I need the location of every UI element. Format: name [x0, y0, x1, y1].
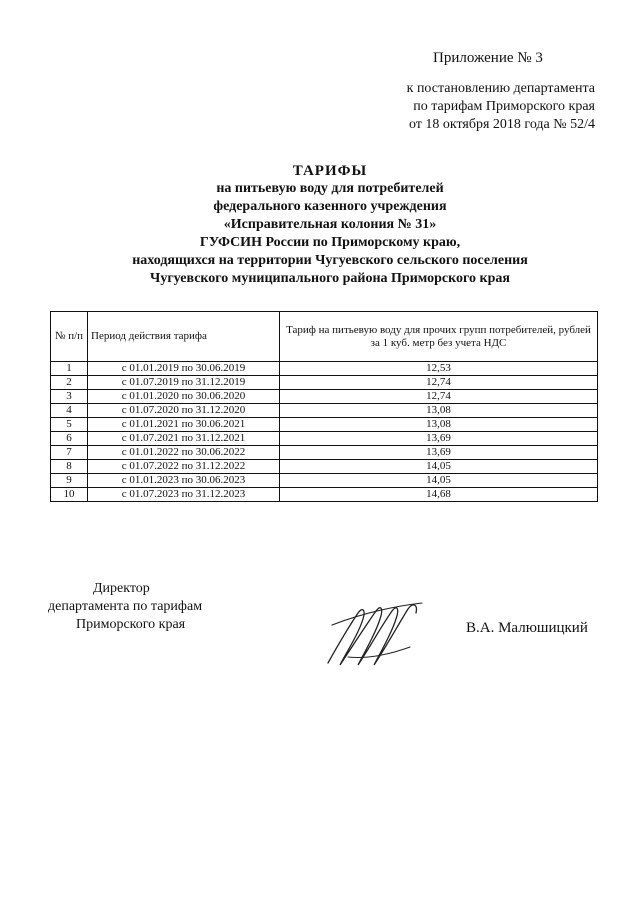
- row-period: с 01.01.2020 по 30.06.2020: [88, 390, 280, 404]
- row-period: с 01.01.2023 по 30.06.2023: [88, 474, 280, 488]
- table-row: [51, 460, 598, 474]
- document-title: [40, 162, 620, 288]
- table-row: [51, 418, 598, 432]
- row-period: с 01.07.2019 по 31.12.2019: [88, 376, 280, 390]
- row-period: с 01.07.2021 по 31.12.2021: [88, 432, 280, 446]
- title-line: ГУФСИН России по Приморскому краю,: [199, 235, 461, 250]
- header-period: Период действия тарифа: [88, 312, 280, 362]
- decree-line: от 18 октября 2018 года № 52/4: [408, 117, 595, 132]
- position-line: департамента по тарифам: [48, 599, 203, 614]
- table-row: [51, 432, 598, 446]
- table-row: [51, 474, 598, 488]
- row-period: с 01.07.2020 по 31.12.2020: [88, 404, 280, 418]
- table-body: [51, 362, 598, 502]
- row-tariff: 12,53: [280, 362, 598, 376]
- row-num: 9: [51, 474, 88, 488]
- tariff-table: [50, 311, 598, 502]
- decree-line: к постановлению департамента: [406, 81, 595, 96]
- row-tariff: 14,05: [280, 474, 598, 488]
- title-line: Чугуевского муниципального района Приморского края: [150, 271, 510, 286]
- row-tariff: 13,69: [280, 446, 598, 460]
- header-num: № п/п: [51, 312, 88, 362]
- row-num: 2: [51, 376, 88, 390]
- row-num: 10: [51, 488, 88, 502]
- row-period: с 01.01.2021 по 30.06.2021: [88, 418, 280, 432]
- row-period: с 01.07.2023 по 31.12.2023: [88, 488, 280, 502]
- row-tariff: 13,08: [280, 418, 598, 432]
- appendix-label: Приложение № 3: [433, 50, 543, 66]
- row-num: 1: [51, 362, 88, 376]
- title-line: находящихся на территории Чугуевского сельского поселения: [132, 253, 528, 268]
- title-main: ТАРИФЫ: [292, 163, 368, 179]
- row-num: 6: [51, 432, 88, 446]
- row-num: 7: [51, 446, 88, 460]
- header-tariff: Тариф на питьевую воду для прочих групп потребителей, рублей за 1 куб. метр без учета НДС: [280, 312, 598, 362]
- row-num: 5: [51, 418, 88, 432]
- title-line: на питьевую воду для потребителей: [216, 181, 444, 196]
- row-tariff: 14,05: [280, 460, 598, 474]
- row-tariff: 12,74: [280, 390, 598, 404]
- row-tariff: 13,08: [280, 404, 598, 418]
- signatory-position: [48, 580, 228, 634]
- signatory-name: В.А. Малюшицкий: [466, 620, 588, 636]
- row-period: с 01.01.2022 по 30.06.2022: [88, 446, 280, 460]
- row-tariff: 14,68: [280, 488, 598, 502]
- row-tariff: 12,74: [280, 376, 598, 390]
- table-row: [51, 362, 598, 376]
- table-header-row: [51, 312, 598, 362]
- decree-line: по тарифам Приморского края: [413, 99, 595, 114]
- row-period: с 01.07.2022 по 31.12.2022: [88, 460, 280, 474]
- row-tariff: 13,69: [280, 432, 598, 446]
- table-row: [51, 390, 598, 404]
- decree-reference: [380, 80, 595, 134]
- row-num: 8: [51, 460, 88, 474]
- table-row: [51, 446, 598, 460]
- position-line: Приморского края: [76, 617, 186, 632]
- handwritten-signature: [318, 595, 428, 670]
- row-num: 4: [51, 404, 88, 418]
- row-period: с 01.01.2019 по 30.06.2019: [88, 362, 280, 376]
- title-line: федерального казенного учреждения: [213, 199, 447, 214]
- position-line: Директор: [93, 581, 150, 596]
- table-row: [51, 404, 598, 418]
- title-line: «Исправительная колония № 31»: [223, 217, 437, 232]
- table-row: [51, 488, 598, 502]
- row-num: 3: [51, 390, 88, 404]
- table-row: [51, 376, 598, 390]
